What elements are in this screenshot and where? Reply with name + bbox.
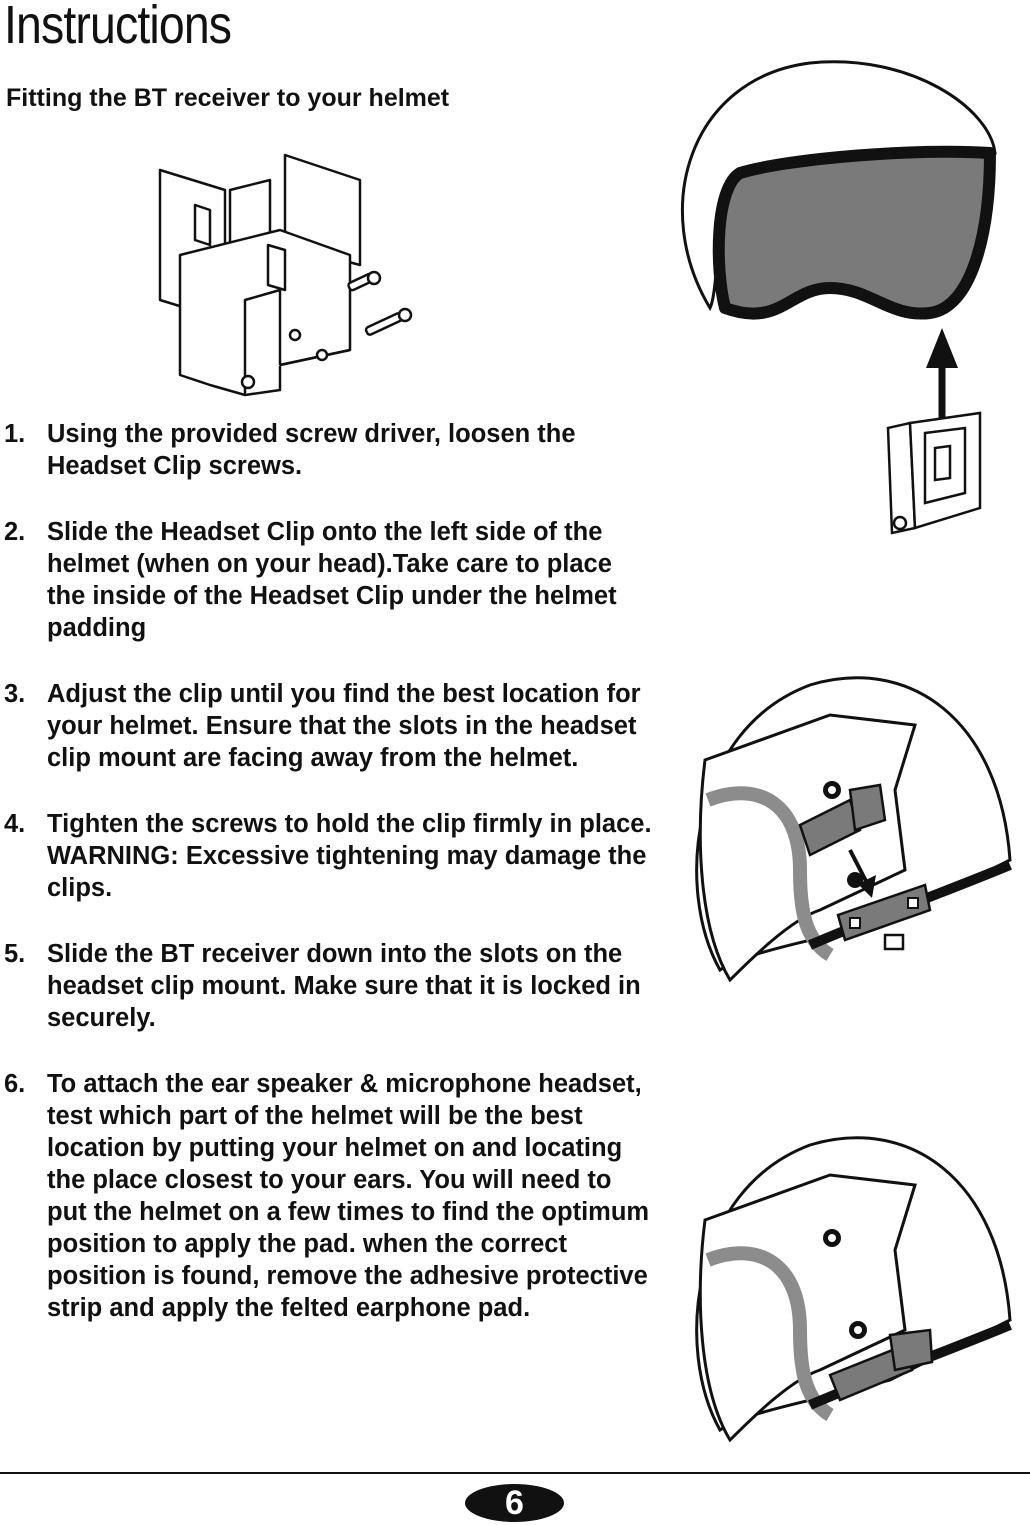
list-item	[4, 418, 654, 482]
list-item	[4, 678, 654, 774]
step-text: To attach the ear speaker & microphone headset, test which part of the helmet will be the best location by putting your helmet on and locating the place closest to your ears. You will need to put the helmet on a few times to find the optimum position to apply the pad. when the correct position is found, remove the adhesive protective strip and apply the felted earphone pad.	[47, 1070, 650, 1322]
list-item	[4, 516, 654, 644]
step-text: Using the provided screw driver, loosen the Headset Clip screws.	[47, 420, 576, 480]
step-text: Slide the Headset Clip onto the left side of the helmet (when on your head).Take care to place the inside of the Headset Clip under the helmet padding	[47, 518, 617, 642]
step-number: 1.	[4, 420, 26, 448]
headset-clip-illustration	[150, 150, 420, 400]
step-number: 3.	[4, 680, 26, 708]
step-text: Slide the BT receiver down into the slots on the headset clip mount. Make sure that it is locked in securely.	[47, 940, 641, 1032]
helmet-padding-illustration	[670, 38, 1020, 548]
step-number: 5.	[4, 940, 26, 968]
list-item	[4, 938, 654, 1034]
list-item	[4, 1068, 654, 1324]
footer-divider	[0, 1472, 1030, 1474]
step-number: 2.	[4, 518, 26, 546]
instruction-steps	[4, 418, 654, 1358]
step-text: Adjust the clip until you find the best location for your helmet. Ensure that the slots in the headset clip mount are facing away from the helmet.	[47, 680, 641, 772]
helmet-mounted-illustration	[690, 1130, 1020, 1450]
list-item	[4, 808, 654, 904]
step-number: 4.	[4, 810, 26, 838]
page-title: Instructions	[4, 0, 232, 55]
step-text: Tighten the screws to hold the clip firmly in place. WARNING: Excessive tightening may damage the clips.	[47, 810, 652, 902]
section-subtitle: Fitting the BT receiver to your helmet	[6, 84, 450, 112]
page-number: 6	[465, 1484, 564, 1522]
step-number: 6.	[4, 1070, 26, 1098]
helmet-receiver-illustration	[690, 670, 1020, 990]
